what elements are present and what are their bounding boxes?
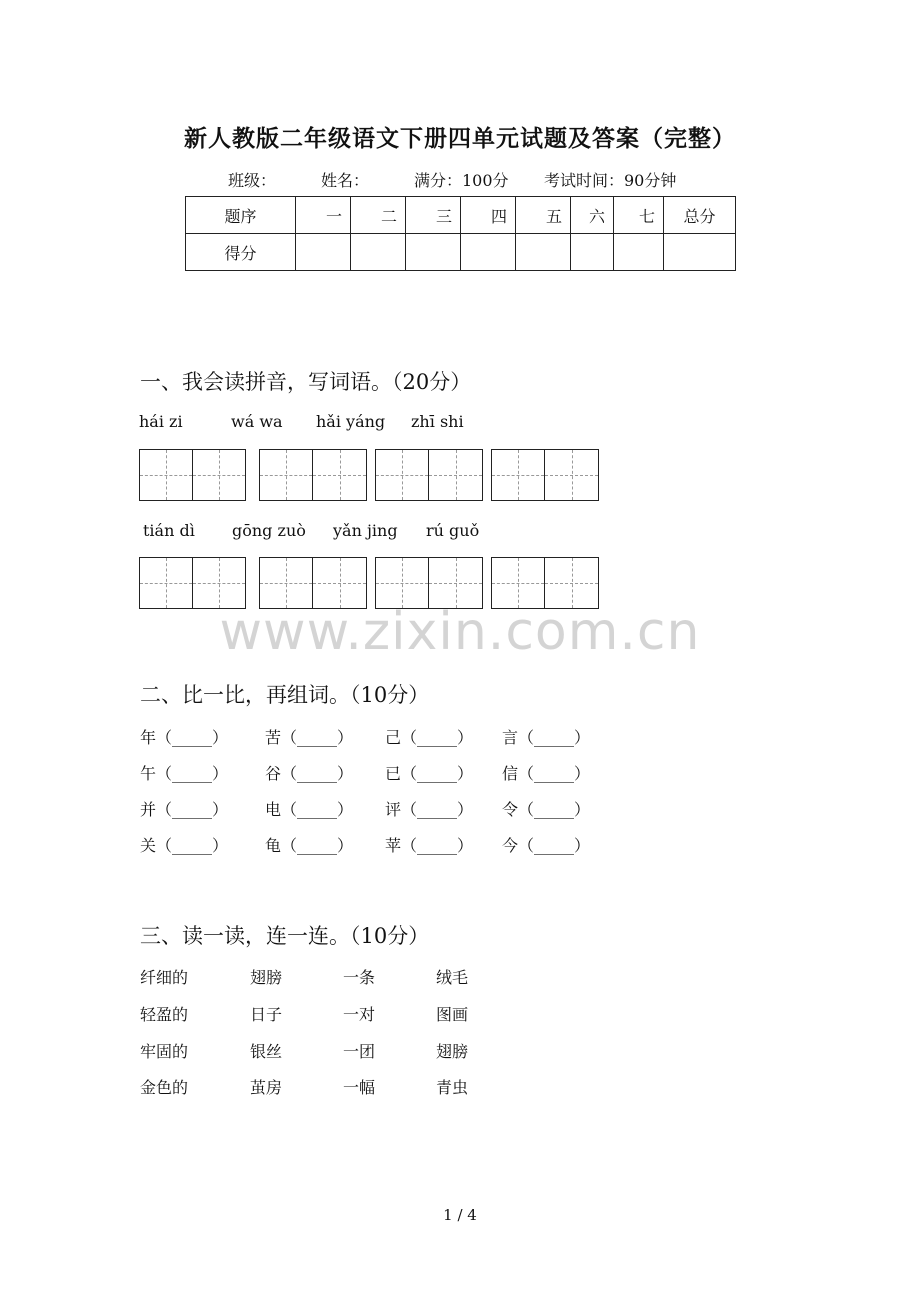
page-title: 新人教版二年级语文下册四单元试题及答案（完整）: [184, 125, 736, 152]
watermark: www.zixin.com.cn: [219, 602, 701, 662]
match-item[interactable]: 翅膀: [436, 1042, 469, 1061]
section2-heading: 二、比一比，再组词。（10分）: [140, 683, 430, 707]
match-item[interactable]: 一条: [343, 968, 376, 987]
writing-grid[interactable]: [375, 449, 483, 501]
writing-grid[interactable]: [491, 449, 599, 501]
compare-item[interactable]: 关（_____）: [140, 836, 229, 855]
grid-cell[interactable]: [545, 558, 598, 608]
match-item[interactable]: 纤细的: [140, 968, 189, 987]
match-item[interactable]: 轻盈的: [140, 1005, 189, 1024]
pinyin-label: wá wa: [231, 412, 283, 431]
score-input-cell[interactable]: [516, 234, 571, 271]
grid-cell[interactable]: [429, 558, 482, 608]
grid-cell[interactable]: [545, 450, 598, 500]
pinyin-label: tián dì: [143, 521, 195, 540]
match-item[interactable]: 一对: [343, 1005, 376, 1024]
compare-item[interactable]: 午（_____）: [140, 764, 229, 783]
compare-item[interactable]: 电（_____）: [265, 800, 354, 819]
section3-heading: 三、读一读，连一连。（10分）: [140, 924, 430, 948]
full-score: 满分：100分: [414, 171, 509, 190]
score-table-cell: 七: [614, 197, 664, 234]
grid-cell[interactable]: [492, 450, 545, 500]
grid-cell[interactable]: [260, 450, 313, 500]
compare-item[interactable]: 并（_____）: [140, 800, 229, 819]
pinyin-label: yǎn jing: [333, 521, 398, 540]
compare-item[interactable]: 年（_____）: [140, 728, 229, 747]
compare-item[interactable]: 今（_____）: [502, 836, 591, 855]
score-row-label: 得分: [186, 234, 296, 271]
grid-cell[interactable]: [313, 558, 366, 608]
score-table-cell: 六: [571, 197, 614, 234]
match-item[interactable]: 一幅: [343, 1078, 376, 1097]
score-input-cell[interactable]: [571, 234, 614, 271]
score-table-header-row: [186, 197, 736, 234]
pinyin-label: gōng zuò: [232, 521, 306, 540]
score-table: [185, 196, 736, 271]
grid-cell[interactable]: [376, 558, 429, 608]
pinyin-label: zhī shi: [411, 412, 464, 431]
compare-item[interactable]: 已（_____）: [385, 764, 474, 783]
compare-item[interactable]: 龟（_____）: [265, 836, 354, 855]
match-item[interactable]: 牢固的: [140, 1042, 189, 1061]
score-table-cell: 五: [516, 197, 571, 234]
pinyin-label: rú guǒ: [426, 521, 480, 540]
compare-item[interactable]: 评（_____）: [385, 800, 474, 819]
grid-cell[interactable]: [140, 450, 193, 500]
score-input-cell[interactable]: [296, 234, 351, 271]
score-input-cell[interactable]: [406, 234, 461, 271]
grid-cell[interactable]: [260, 558, 313, 608]
page-number: 1 / 4: [443, 1206, 477, 1224]
grid-cell[interactable]: [376, 450, 429, 500]
exam-time: 考试时间：90分钟: [544, 171, 677, 190]
match-item[interactable]: 银丝: [250, 1042, 283, 1061]
compare-item[interactable]: 己（_____）: [385, 728, 474, 747]
writing-grid[interactable]: [259, 449, 367, 501]
compare-item[interactable]: 苹（_____）: [385, 836, 474, 855]
pinyin-label: hǎi yáng: [316, 412, 386, 431]
match-item[interactable]: 日子: [250, 1005, 283, 1024]
score-input-cell[interactable]: [351, 234, 406, 271]
grid-cell[interactable]: [193, 450, 246, 500]
grid-cell[interactable]: [429, 450, 482, 500]
grid-cell[interactable]: [492, 558, 545, 608]
grid-cell[interactable]: [313, 450, 366, 500]
score-table-cell: 二: [351, 197, 406, 234]
section1-heading: 一、我会读拼音，写词语。（20分）: [140, 370, 472, 394]
match-item[interactable]: 翅膀: [250, 968, 283, 987]
score-table-score-row: [186, 234, 736, 271]
compare-item[interactable]: 苦（_____）: [265, 728, 354, 747]
compare-item[interactable]: 令（_____）: [502, 800, 591, 819]
score-input-cell[interactable]: [664, 234, 736, 271]
class-label: 班级：: [228, 171, 277, 190]
score-table-cell: 一: [296, 197, 351, 234]
grid-cell[interactable]: [193, 558, 246, 608]
match-item[interactable]: 绒毛: [436, 968, 469, 987]
match-item[interactable]: 青虫: [436, 1078, 469, 1097]
writing-grid[interactable]: [139, 449, 246, 501]
pinyin-label: hái zi: [139, 412, 183, 431]
score-table-cell: 总分: [664, 197, 736, 234]
match-item[interactable]: 一团: [343, 1042, 376, 1061]
score-input-cell[interactable]: [614, 234, 664, 271]
score-table-cell: 题序: [186, 197, 296, 234]
name-label: 姓名：: [321, 171, 370, 190]
compare-item[interactable]: 谷（_____）: [265, 764, 354, 783]
match-item[interactable]: 茧房: [250, 1078, 283, 1097]
compare-item[interactable]: 言（_____）: [502, 728, 591, 747]
score-input-cell[interactable]: [461, 234, 516, 271]
compare-item[interactable]: 信（_____）: [502, 764, 591, 783]
grid-cell[interactable]: [140, 558, 193, 608]
score-table-cell: 四: [461, 197, 516, 234]
match-item[interactable]: 图画: [436, 1005, 469, 1024]
match-item[interactable]: 金色的: [140, 1078, 189, 1097]
score-table-cell: 三: [406, 197, 461, 234]
